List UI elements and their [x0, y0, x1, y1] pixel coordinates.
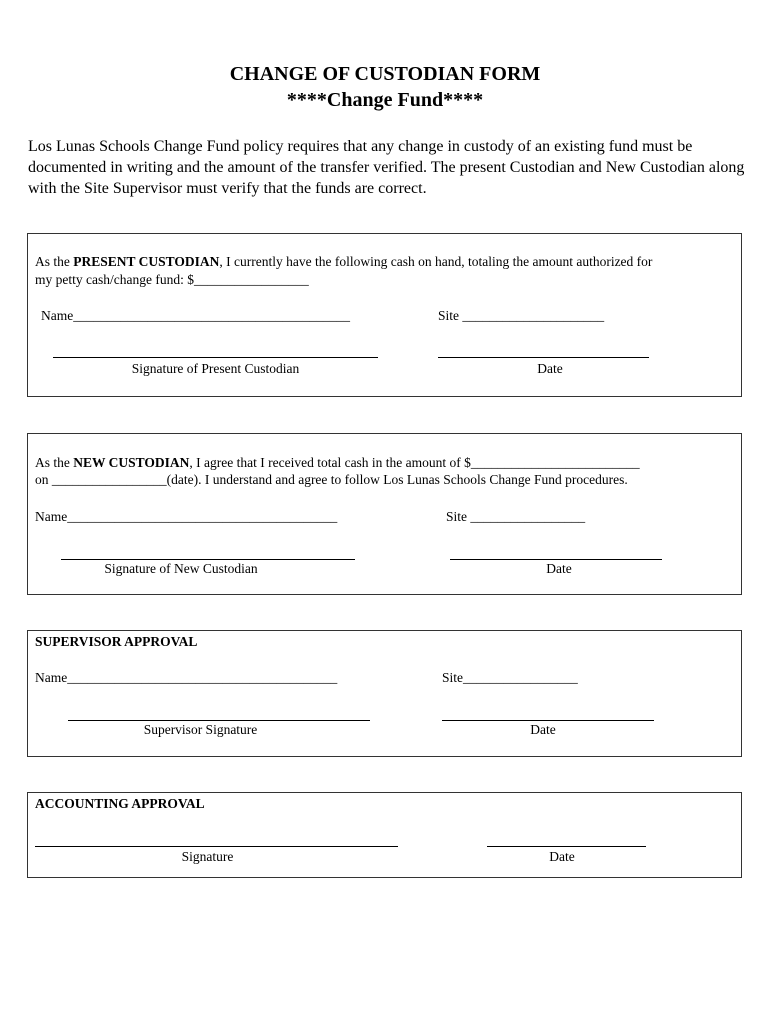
supervisor-name-field[interactable]: Name________________________________________ [35, 670, 338, 685]
new-role: NEW CUSTODIAN [73, 455, 190, 470]
accounting-date-line[interactable] [487, 846, 646, 847]
present-site-field[interactable]: Site _____________________ [438, 308, 605, 323]
supervisor-site-field[interactable]: Site_________________ [442, 670, 578, 685]
present-amount-field[interactable]: my petty cash/change fund: $_________________ [35, 272, 309, 287]
present-custodian-section [27, 233, 742, 397]
form-title: CHANGE OF CUSTODIAN FORM [229, 63, 541, 85]
present-signature-caption: Signature of Present Custodian [131, 361, 300, 376]
accounting-approval-section [27, 792, 742, 878]
supervisor-date-caption: Date [530, 722, 556, 737]
new-date-statement[interactable]: on _________________(date). I understand and agree to follow Los Lunas Schools Change Fund procedures. [35, 472, 628, 487]
accounting-signature-caption: Signature [181, 849, 234, 864]
present-statement-line1 [35, 253, 652, 270]
present-name-field[interactable]: Name_________________________________________ [41, 308, 350, 323]
present-lead: As the [35, 254, 74, 269]
intro-paragraph: Los Lunas Schools Change Fund policy requires that any change in custody of an existing fund must be documented in writing and the amount of the transfer verified. The present Custodian and New Custodian along with the Site Supervisor must verify that the funds are correct. [28, 138, 745, 197]
present-role: PRESENT CUSTODIAN [73, 254, 220, 269]
new-custodian-section [27, 433, 742, 595]
new-statement-line1[interactable] [35, 454, 640, 471]
supervisor-signature-caption: Supervisor Signature [143, 722, 258, 737]
new-rest: , I agree that I received total cash in the amount of $_________________________ [189, 455, 640, 470]
new-lead: As the [35, 455, 74, 470]
new-site-field[interactable]: Site _________________ [446, 509, 586, 524]
new-signature-caption: Signature of New Custodian [104, 561, 258, 576]
form-subtitle: ****Change Fund**** [286, 89, 484, 111]
accounting-heading: ACCOUNTING APPROVAL [35, 796, 205, 811]
new-name-field[interactable]: Name________________________________________ [35, 509, 338, 524]
present-rest: , I currently have the following cash on hand, totaling the amount authorized for [219, 254, 653, 269]
supervisor-approval-section [27, 630, 742, 757]
present-date-caption: Date [537, 361, 563, 376]
supervisor-heading: SUPERVISOR APPROVAL [35, 634, 198, 649]
present-date-line[interactable] [438, 357, 649, 358]
accounting-date-caption: Date [549, 849, 575, 864]
present-signature-line[interactable] [53, 357, 378, 358]
accounting-signature-line[interactable] [35, 846, 398, 847]
new-date-caption: Date [546, 561, 572, 576]
